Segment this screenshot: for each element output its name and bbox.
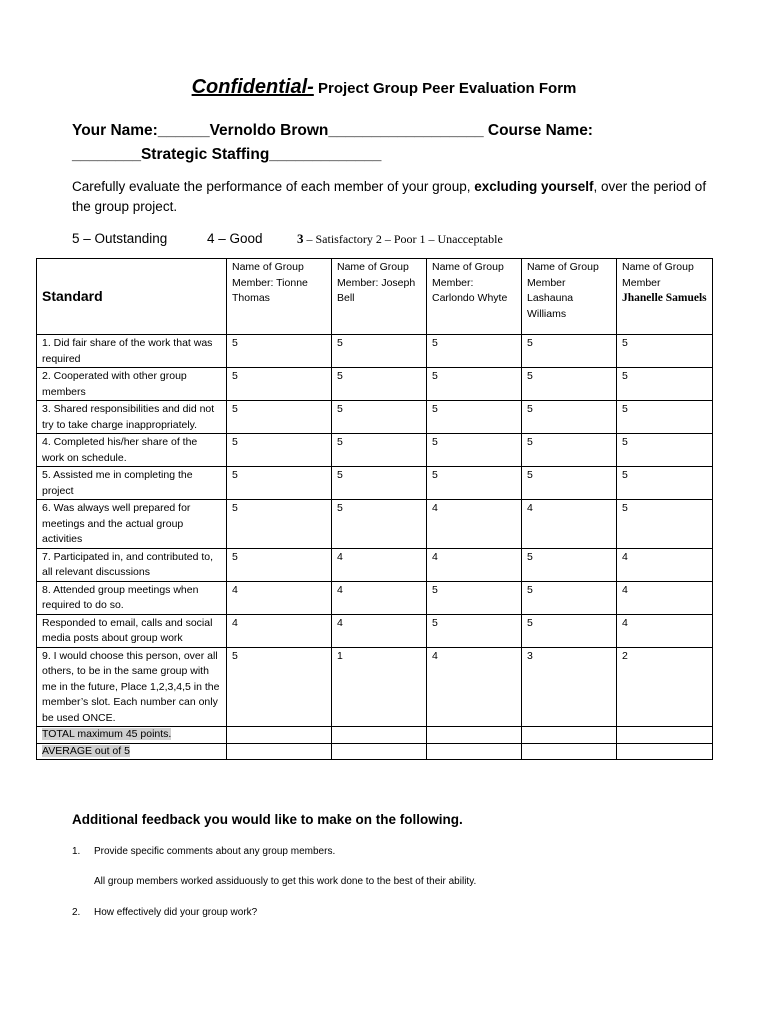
table-row (37, 548, 713, 581)
score-cell[interactable]: 3 (522, 647, 617, 727)
score-cell[interactable]: 5 (227, 335, 332, 368)
scale-rest (297, 232, 503, 246)
score-cell[interactable]: 4 (332, 548, 427, 581)
total-label-text: TOTAL maximum 45 points. (42, 728, 172, 740)
member-header-label: Name of Group Member: Tionne Thomas (232, 261, 308, 304)
score-cell[interactable]: 5 (227, 434, 332, 467)
score-cell[interactable]: 5 (617, 467, 713, 500)
average-row (37, 743, 713, 760)
total-cell[interactable] (332, 727, 427, 744)
name-course-line (72, 119, 712, 167)
feedback-heading: Additional feedback you would like to make on the following. (72, 812, 463, 827)
scale-outstanding: 5 – Outstanding (72, 231, 168, 246)
standard-cell: Responded to email, calls and social media posts about group work (37, 614, 227, 647)
course-name-label: Course Name: (483, 122, 593, 139)
score-cell[interactable]: 1 (332, 647, 427, 727)
instructions-emphasis: excluding yourself (474, 179, 594, 194)
your-name-label: Your Name:______ (72, 122, 210, 139)
score-cell[interactable]: 5 (427, 335, 522, 368)
table-row (37, 647, 713, 727)
average-cell[interactable] (617, 743, 713, 760)
standard-cell: 7. Participated in, and contributed to, all relevant discussions (37, 548, 227, 581)
score-cell[interactable]: 5 (227, 401, 332, 434)
table-row (37, 401, 713, 434)
score-cell[interactable]: 4 (332, 581, 427, 614)
form-title (0, 76, 768, 99)
score-cell[interactable]: 5 (227, 368, 332, 401)
standard-cell: 8. Attended group meetings when required to do so. (37, 581, 227, 614)
score-cell[interactable]: 5 (332, 401, 427, 434)
instructions (72, 177, 712, 217)
instructions-text: Carefully evaluate the performance of each member of your group, (72, 179, 475, 194)
score-cell[interactable]: 4 (427, 500, 522, 549)
member-header-label: Name of Group Member: Joseph Bell (337, 261, 416, 304)
score-cell[interactable]: 5 (427, 581, 522, 614)
score-cell[interactable]: 4 (227, 614, 332, 647)
total-row (37, 727, 713, 744)
your-name-trail: __________________ (328, 122, 484, 139)
instructions-text-end: , over the period of the group project. (72, 179, 707, 214)
standard-cell: 6. Was always well prepared for meetings and the actual group activities (37, 500, 227, 549)
score-cell[interactable]: 5 (227, 647, 332, 727)
your-name-value: Vernoldo Brown (209, 122, 329, 139)
member-header-label: Name of Group Member Lashauna Williams (527, 261, 599, 320)
score-cell[interactable]: 5 (617, 500, 713, 549)
feedback-question: Provide specific comments about any group members. (94, 846, 336, 857)
table-row (37, 500, 713, 549)
average-cell[interactable] (227, 743, 332, 760)
member-header-5 (617, 259, 713, 335)
score-cell[interactable]: 5 (427, 434, 522, 467)
score-cell[interactable]: 5 (332, 500, 427, 549)
standard-cell: 9. I would choose this person, over all others, to be in the same group with me in the future, Place 1,2,3,4,5 in the member’s slot. Each number can only be used ONCE. (37, 647, 227, 727)
score-cell[interactable]: 4 (332, 614, 427, 647)
total-cell[interactable] (427, 727, 522, 744)
feedback-question: How effectively did your group work? (94, 907, 258, 918)
feedback-item-number: 2. (72, 907, 81, 918)
score-cell[interactable]: 5 (522, 401, 617, 434)
member-header-3 (427, 259, 522, 335)
score-cell[interactable]: 5 (227, 548, 332, 581)
score-cell[interactable]: 5 (522, 335, 617, 368)
standard-cell: 5. Assisted me in completing the project (37, 467, 227, 500)
score-cell[interactable]: 5 (617, 401, 713, 434)
table-row (37, 614, 713, 647)
table-header-row (37, 259, 713, 335)
member-header-4 (522, 259, 617, 335)
course-name-trail: _____________ (269, 146, 382, 163)
score-cell[interactable]: 5 (617, 335, 713, 368)
feedback-item-number: 1. (72, 846, 81, 857)
average-label-text: AVERAGE out of 5 (42, 744, 130, 757)
course-name-lead: ________ (72, 146, 141, 163)
member-header-label: Name of Group Member: Carlondo Whyte (432, 261, 508, 304)
standard-cell: 2. Cooperated with other group members (37, 368, 227, 401)
score-cell[interactable]: 4 (227, 581, 332, 614)
feedback-answer: All group members worked assiduously to get this work done to the best of their ability. (94, 876, 477, 887)
evaluation-table (36, 258, 713, 760)
table-row (37, 581, 713, 614)
standard-header: Standard (37, 259, 227, 335)
table-row (37, 434, 713, 467)
score-cell[interactable]: 5 (427, 614, 522, 647)
score-cell[interactable]: 5 (522, 581, 617, 614)
scale-rest-text: – Satisfactory 2 – Poor 1 – Unacceptable (303, 232, 503, 246)
score-cell[interactable]: 5 (522, 467, 617, 500)
score-cell[interactable]: 2 (617, 647, 713, 727)
scale-satisfactory-num: 3 (297, 231, 304, 246)
score-cell[interactable]: 5 (522, 548, 617, 581)
score-cell[interactable]: 4 (522, 500, 617, 549)
rating-scale (72, 231, 712, 247)
total-cell[interactable] (617, 727, 713, 744)
member-header-2 (332, 259, 427, 335)
total-cell[interactable] (522, 727, 617, 744)
total-cell[interactable] (227, 727, 332, 744)
scale-good: 4 – Good (207, 231, 263, 246)
score-cell[interactable]: 5 (227, 500, 332, 549)
score-cell[interactable]: 5 (332, 368, 427, 401)
confidential-label: Confidential- (191, 76, 314, 98)
score-cell[interactable]: 4 (617, 548, 713, 581)
score-cell[interactable]: 5 (427, 368, 522, 401)
score-cell[interactable]: 4 (617, 614, 713, 647)
table-row (37, 335, 713, 368)
score-cell[interactable]: 5 (427, 401, 522, 434)
standard-cell: 3. Shared responsibilities and did not try to take charge inappropriately. (37, 401, 227, 434)
member-header-1 (227, 259, 332, 335)
score-cell[interactable]: 5 (522, 434, 617, 467)
score-cell[interactable]: 5 (522, 614, 617, 647)
score-cell[interactable]: 5 (332, 467, 427, 500)
average-cell[interactable] (427, 743, 522, 760)
standard-cell: 1. Did fair share of the work that was required (37, 335, 227, 368)
score-cell[interactable]: 4 (617, 581, 713, 614)
course-name-value: Strategic Staffing (140, 146, 270, 163)
average-cell[interactable] (332, 743, 427, 760)
average-label (37, 743, 227, 760)
score-cell[interactable]: 5 (427, 467, 522, 500)
score-cell[interactable]: 4 (427, 647, 522, 727)
total-label (37, 727, 227, 744)
form-title-text: Project Group Peer Evaluation Form (313, 80, 577, 97)
member-header-label: Name of Group Member (622, 261, 694, 289)
score-cell[interactable]: 5 (332, 434, 427, 467)
table-row (37, 368, 713, 401)
score-cell[interactable]: 5 (617, 434, 713, 467)
member-header-name: Jhanelle Samuels (622, 292, 707, 304)
average-cell[interactable] (522, 743, 617, 760)
score-cell[interactable]: 5 (522, 368, 617, 401)
score-cell[interactable]: 4 (427, 548, 522, 581)
score-cell[interactable]: 5 (227, 467, 332, 500)
standard-cell: 4. Completed his/her share of the work on schedule. (37, 434, 227, 467)
table-row (37, 467, 713, 500)
score-cell[interactable]: 5 (617, 368, 713, 401)
score-cell[interactable]: 5 (332, 335, 427, 368)
